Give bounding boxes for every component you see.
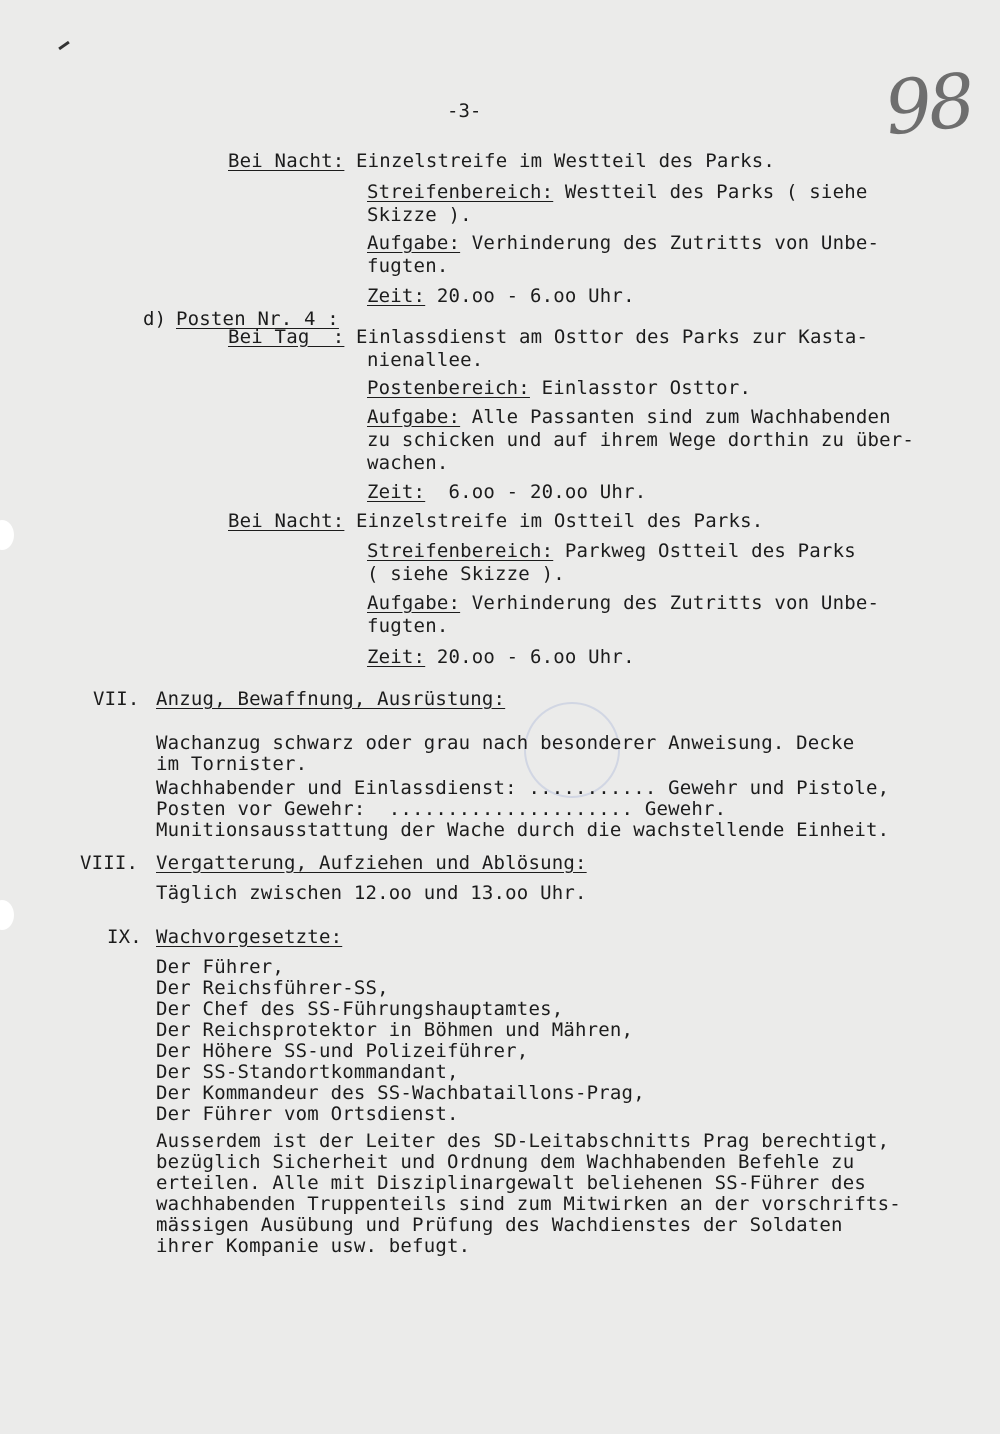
underlined-heading: Bei Tag :	[228, 326, 345, 348]
text-line	[143, 308, 178, 330]
text-line	[367, 204, 472, 226]
line-text: erteilen. Alle mit Disziplinargewalt beliehenen SS-Führer des	[156, 1172, 866, 1194]
line-text: nienallee.	[367, 349, 484, 371]
line-text: im Tornister.	[156, 753, 308, 775]
pen-mark	[58, 41, 70, 50]
line-text: d)	[143, 308, 178, 330]
line-text: wachhabenden Truppenteils sind zum Mitwirken an der vorschrifts-	[156, 1193, 901, 1215]
text-line	[156, 998, 563, 1020]
line-text: Einlassdienst am Osttor des Parks zur Kasta-	[344, 326, 869, 348]
text-line	[156, 1214, 843, 1236]
text-line	[228, 150, 775, 172]
line-text: Munitionsausstattung der Wache durch die wachstellende Einheit.	[156, 819, 890, 841]
text-line	[367, 349, 483, 371]
underlined-heading: Vergatterung, Aufziehen und Ablösung:	[156, 852, 587, 874]
line-text: Der Reichsführer-SS,	[156, 977, 389, 999]
line-text: Ausserdem ist der Leiter des SD-Leitabschnitts Prag berechtigt,	[156, 1130, 890, 1152]
text-line	[156, 1151, 854, 1173]
line-text: Wachhabender und Einlassdienst: ........... Gewehr und Pistole,	[156, 777, 890, 799]
line-text: 6.oo - 20.oo Uhr.	[425, 481, 647, 503]
underlined-heading: Bei Nacht:	[228, 510, 345, 532]
text-line	[367, 377, 751, 399]
text-line	[156, 1103, 459, 1125]
line-text: Skizze ).	[367, 204, 472, 226]
punch-hole-lower	[0, 900, 14, 930]
line-text: Verhinderung des Zutritts von Unbe-	[460, 232, 880, 254]
text-line	[367, 540, 856, 562]
text-line	[156, 688, 505, 710]
line-text: VIII.	[80, 852, 150, 874]
text-line	[156, 882, 587, 904]
text-line	[156, 777, 889, 799]
underlined-heading: Aufgabe:	[367, 592, 461, 614]
line-text: bezüglich Sicherheit und Ordnung dem Wachhabenden Befehle zu	[156, 1151, 855, 1173]
line-text: Der Reichsprotektor in Böhmen und Mähren,	[156, 1019, 634, 1041]
underlined-heading: Aufgabe:	[367, 232, 461, 254]
underlined-heading: Zeit:	[367, 285, 426, 307]
text-line	[156, 798, 726, 820]
text-line	[80, 852, 150, 874]
text-line	[367, 406, 891, 428]
line-text: Parkweg Ostteil des Parks	[553, 540, 856, 562]
text-line	[156, 1019, 633, 1041]
line-text: Der Führer,	[156, 956, 285, 978]
text-line	[156, 1061, 459, 1083]
underlined-heading: Zeit:	[367, 646, 426, 668]
text-line	[156, 956, 284, 978]
line-text: Posten vor Gewehr: ..................... Gewehr.	[156, 798, 727, 820]
line-text: fugten.	[367, 615, 449, 637]
underlined-heading: Posten Nr. 4 :	[176, 308, 339, 330]
line-text: Einzelstreife im Ostteil des Parks.	[344, 510, 764, 532]
text-line	[367, 232, 879, 254]
text-line	[156, 977, 389, 999]
text-line	[156, 753, 307, 775]
line-text: 20.oo - 6.oo Uhr.	[425, 285, 635, 307]
text-line	[367, 646, 635, 668]
text-line	[228, 326, 868, 348]
line-text: Westteil des Parks ( siehe	[553, 181, 868, 203]
text-line	[156, 1130, 889, 1152]
underlined-heading: Streifenbereich:	[367, 540, 554, 562]
text-line	[156, 926, 342, 948]
line-text: Wachanzug schwarz oder grau nach besonderer Anweisung. Decke	[156, 732, 855, 754]
line-text: 20.oo - 6.oo Uhr.	[425, 646, 635, 668]
line-text: Der Führer vom Ortsdienst.	[156, 1103, 459, 1125]
underlined-heading: Aufgabe:	[367, 406, 461, 428]
text-line	[156, 732, 854, 754]
line-text: Verhinderung des Zutritts von Unbe-	[460, 592, 880, 614]
line-text: Täglich zwischen 12.oo und 13.oo Uhr.	[156, 882, 587, 904]
text-line	[367, 481, 646, 503]
line-text: mässigen Ausübung und Prüfung des Wachdienstes der Soldaten	[156, 1214, 843, 1236]
line-text: VII.	[93, 688, 152, 710]
line-text: Alle Passanten sind zum Wachhabenden	[460, 406, 891, 428]
handwritten-folio-number: 98	[880, 57, 976, 153]
line-text: zu schicken und auf ihrem Wege dorthin zu über-	[367, 429, 915, 451]
underlined-heading: Bei Nacht:	[228, 150, 345, 172]
text-line	[367, 429, 914, 451]
line-text: ( siehe Skizze ).	[367, 563, 565, 585]
line-text: Der Chef des SS-Führungshauptamtes,	[156, 998, 564, 1020]
underlined-heading: Postenbereich:	[367, 377, 530, 399]
text-line	[367, 563, 565, 585]
text-line	[367, 255, 448, 277]
text-line	[93, 688, 151, 710]
line-text: wachen.	[367, 452, 449, 474]
line-text: Einzelstreife im Westteil des Parks.	[344, 150, 776, 172]
line-text: IX.	[107, 926, 154, 948]
underlined-heading: Anzug, Bewaffnung, Ausrüstung:	[156, 688, 506, 710]
line-text: Der SS-Standortkommandant,	[156, 1061, 459, 1083]
text-line	[156, 1193, 901, 1215]
text-line	[367, 452, 448, 474]
line-text: fugten.	[367, 255, 449, 277]
text-line	[156, 1082, 645, 1104]
line-text: Einlasstor Osttor.	[529, 377, 752, 399]
underlined-heading: Zeit:	[367, 481, 426, 503]
line-text: ihrer Kompanie usw. befugt.	[156, 1235, 471, 1257]
page-number: -3-	[447, 100, 482, 122]
punch-hole-upper	[0, 520, 14, 550]
text-line	[367, 592, 879, 614]
text-line	[107, 926, 154, 948]
text-line	[156, 1235, 470, 1257]
text-line	[156, 1172, 866, 1194]
text-line	[156, 1040, 528, 1062]
line-text: Der Höhere SS-und Polizeiführer,	[156, 1040, 529, 1062]
text-line	[367, 285, 635, 307]
text-line	[367, 181, 868, 203]
text-line	[367, 615, 448, 637]
underlined-heading: Wachvorgesetzte:	[156, 926, 343, 948]
underlined-heading: Streifenbereich:	[367, 181, 554, 203]
line-text: Der Kommandeur des SS-Wachbataillons-Prag,	[156, 1082, 645, 1104]
text-line	[228, 510, 763, 532]
text-line	[156, 819, 889, 841]
text-line	[156, 852, 587, 874]
